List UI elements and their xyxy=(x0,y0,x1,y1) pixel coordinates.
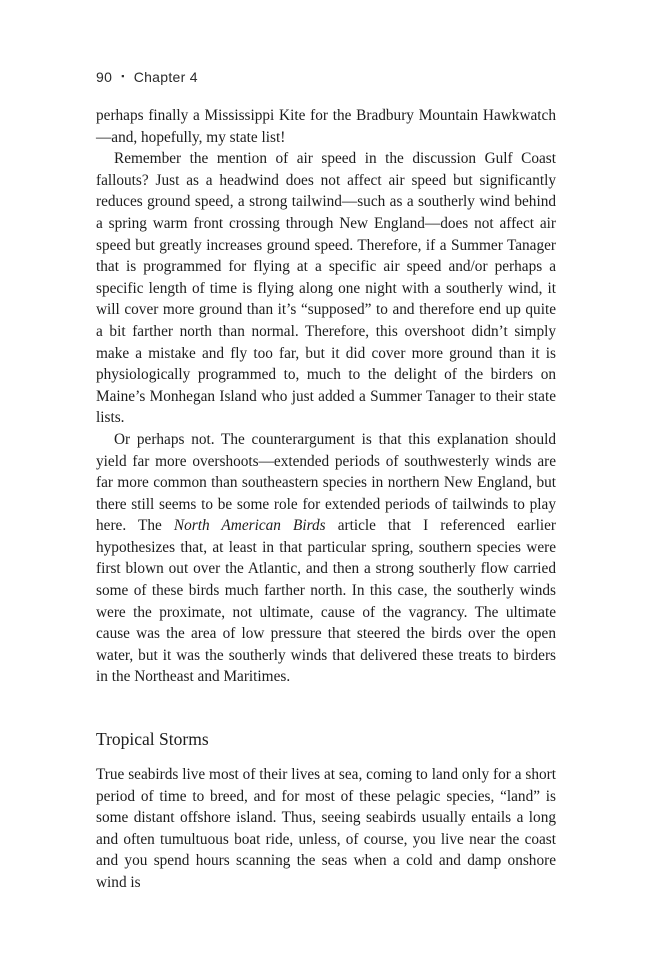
running-head xyxy=(96,66,556,88)
chapter-label: Chapter 4 xyxy=(133,69,198,85)
paragraph-counterargument xyxy=(96,429,556,688)
paragraph-continued: perhaps finally a Mississippi Kite for the Bradbury Mountain Hawkwatch—and, hopefully, my state list! xyxy=(96,107,556,146)
paragraph-counterargument-text-1: Or perhaps not. The counterargument is that this explanation should yield far more overshoots—extended periods of southwesterly winds are far more common than southeastern species in northern New England, but there still seems to be some role for extended periods of tailwinds to play here. The xyxy=(96,430,556,535)
square-bullet-icon: ▪ xyxy=(121,71,125,81)
paragraph-counterargument-text-2: article that I referenced earlier hypothesizes that, at least in that particular spring, southern species were first blown out over the Atlantic, and then a strong southerly flow carried some of these birds much farther north. In this case, the southerly winds were the proximate, not ultimate, cause of the vagrancy. The ultimate cause was the area of low pressure that steered the birds over the open water, but it was the southerly winds that delivered these treats to birders in the Northeast and Maritimes. xyxy=(96,517,557,686)
book-page xyxy=(96,66,556,894)
page-number: 90 xyxy=(96,69,113,85)
paragraph-air-speed: Remember the mention of air speed in the discussion Gulf Coast fallouts? Just as a headwind does not affect air speed but significantly reduces ground speed, a strong tailwind—such as a southerly wind behind a spring warm front crossing through New England—does not affect air speed but greatly increases ground speed. Therefore, if a Summer Tanager that is programmed for flying at a specific air speed and/or perhaps a specific length of time is flying along one night with a southerly wind, it will cover more ground than it’s “supposed” to and therefore end up quite a bit farther north than normal. Therefore, this overshoot didn’t simply make a mistake and fly too far, but it did cover more ground than it is physiologically programmed to, much to the delight of the birders on Maine’s Monhegan Island who just added a Summer Tanager to their state lists. xyxy=(96,150,556,427)
publication-title: North American Birds xyxy=(173,517,326,535)
section-heading: Tropical Storms xyxy=(96,729,209,750)
paragraph-seabirds: True seabirds live most of their lives at sea, coming to land only for a short period of time to breed, and for most of these pelagic species, “land” is some distant offshore island. Thus, seeing seabirds usually entails a long and often tumultuous boat ride, unless, of course, you live near the coast and you spend hours scanning the seas when a cold and damp onshore wind is xyxy=(96,766,556,891)
body-text xyxy=(96,105,556,894)
